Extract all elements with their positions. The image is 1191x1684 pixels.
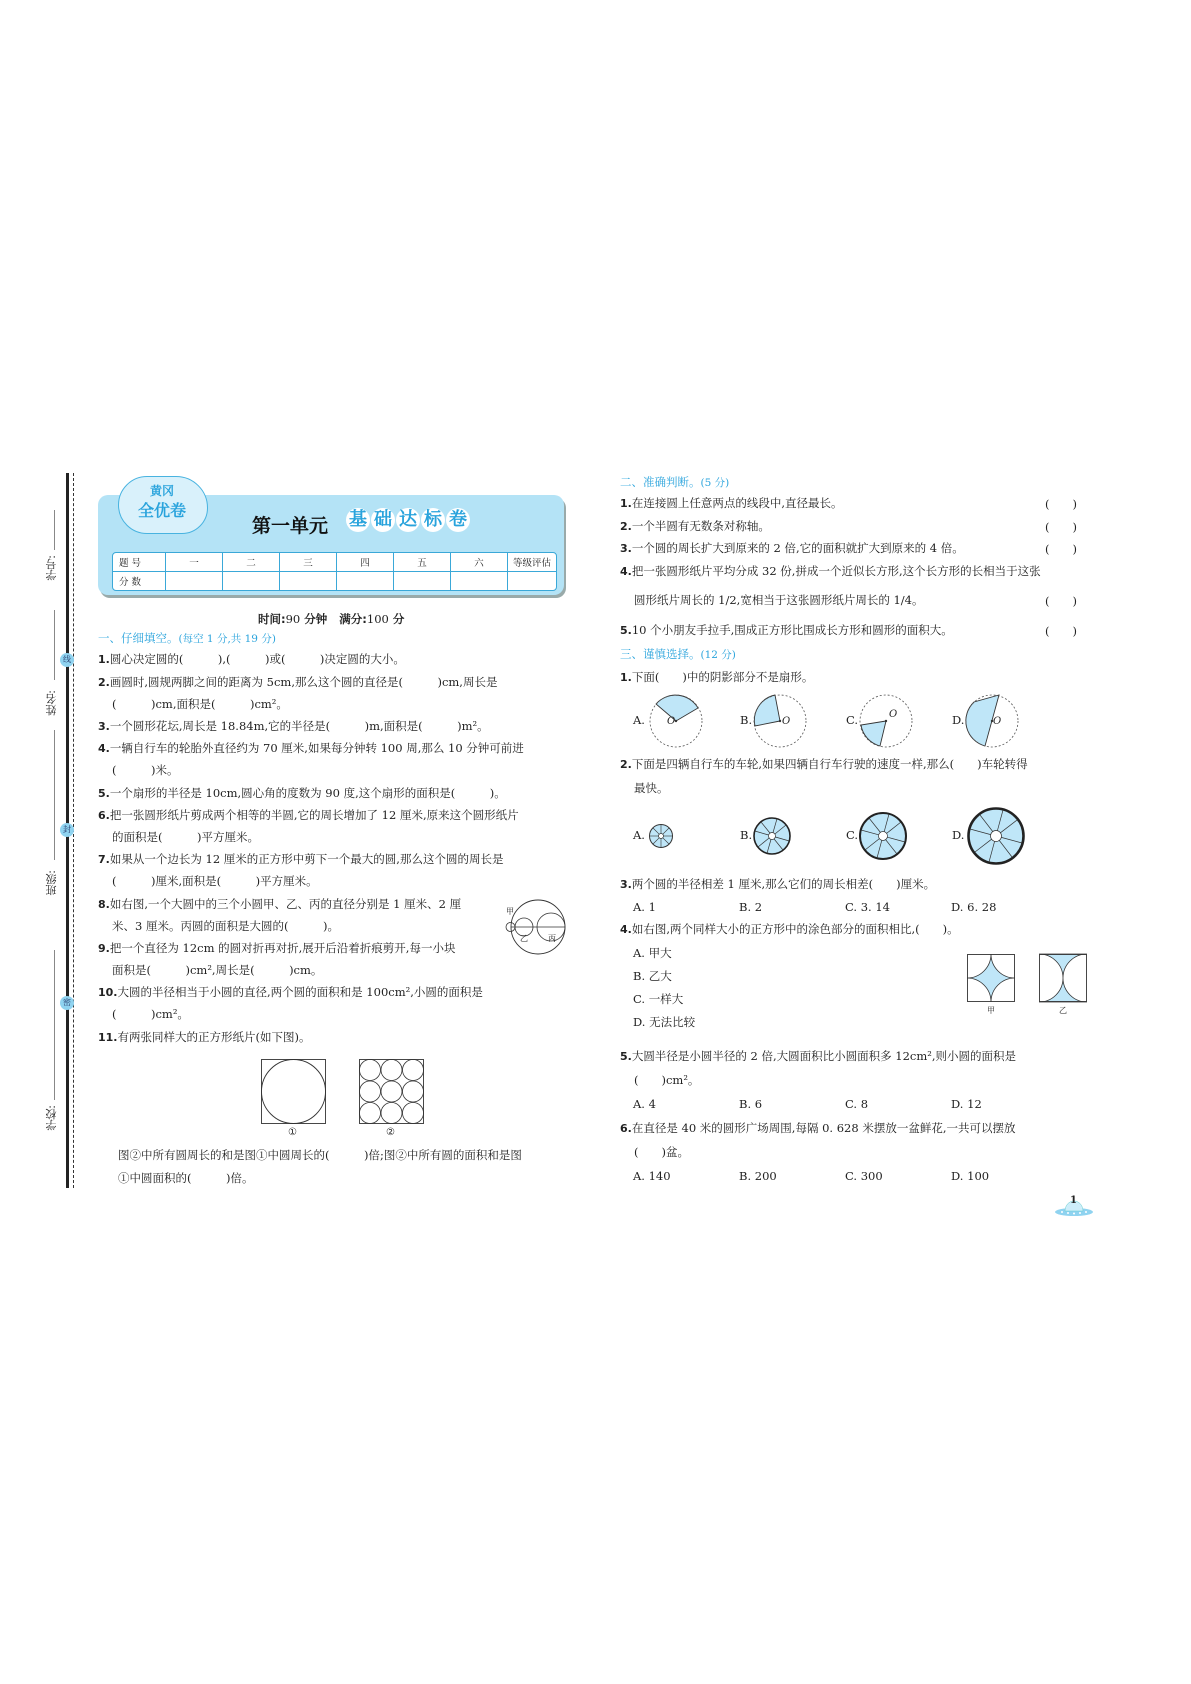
option-b[interactable]: B. — [740, 713, 753, 727]
choice-question: 3.两个圆的半径相差 1 厘米,那么它们的周长相差( )厘米。 — [620, 877, 936, 891]
name-label: 姓名: — [45, 690, 58, 716]
option-b[interactable]: B. 6 — [739, 1097, 763, 1111]
field-underline — [54, 510, 55, 550]
question: 3.一个圆形花坛,周长是 18.84m,它的半径是( )m,面积是( )m²。 — [98, 719, 489, 733]
option-d[interactable]: D. 100 — [951, 1169, 990, 1183]
answer-box[interactable]: ( ) — [1045, 542, 1077, 556]
field-underline — [54, 950, 55, 1100]
page-number: 1 — [1070, 1195, 1077, 1206]
section3-heading: 三、谨慎选择。(12 分) — [620, 647, 736, 661]
question: 1.圆心决定圆的( ),( )或( )决定圆的大小。 — [98, 652, 405, 666]
answer-box[interactable]: ( ) — [1045, 594, 1077, 608]
student-id-label: 学号: — [45, 555, 58, 581]
score-cell[interactable] — [451, 572, 508, 590]
option-b[interactable]: B. — [740, 828, 753, 842]
choice-question: 4.如右图,两个同样大小的正方形中的涂色部分的面积相比,( )。 — [620, 922, 959, 936]
option-a[interactable]: A. — [633, 828, 645, 842]
option-c[interactable]: C. 8 — [845, 1097, 869, 1111]
option-c[interactable]: C. — [846, 828, 859, 842]
option-a[interactable]: A. 1 — [633, 900, 656, 914]
judge-question: 2.一个半圆有无数条对称轴。 — [620, 519, 770, 533]
brand-line2: 全优卷 — [137, 501, 186, 520]
option-d[interactable]: D. 无法比较 — [633, 1015, 696, 1029]
sector-figure-c — [858, 693, 914, 749]
unit-title: 第一单元 — [252, 515, 329, 537]
question: 9.把一个直径为 12cm 的圆对折再对折,展开后沿着折痕剪开,每一小块 — [98, 941, 456, 955]
seal-mark: 密 — [60, 996, 74, 1010]
wheel-figure-d — [966, 806, 1026, 866]
option-d[interactable]: D. — [952, 828, 965, 842]
wheel-figure-b — [752, 816, 792, 856]
question: 8.如右图,一个大圆中的三个小圆甲、乙、丙的直径分别是 1 厘米、2 厘 — [98, 897, 462, 911]
score-cell[interactable] — [166, 572, 223, 590]
question: 10.大圆的半径相当于小圆的直径,两个圆的面积和是 100cm²,小圆的面积是 — [98, 985, 483, 999]
school-label: 学校: — [45, 1105, 58, 1131]
section1-heading: 一、仔细填空。(每空 1 分,共 19 分) — [98, 631, 276, 645]
paper-type-title: 基 础 达 标 卷 — [346, 508, 470, 532]
option-d[interactable]: D. — [952, 713, 965, 727]
option-c[interactable]: C. 300 — [845, 1169, 883, 1183]
option-a[interactable]: A. 140 — [633, 1169, 671, 1183]
choice-question: 2.下面是四辆自行车的车轮,如果四辆自行车行驶的速度一样,那么( )车轮转得 — [620, 757, 1028, 771]
choice-question: 5.大圆半径是小圆半径的 2 倍,大圆面积比小圆面积多 12cm²,则小圆的面积是 — [620, 1049, 1017, 1063]
question: 6.把一张圆形纸片剪成两个相等的半圆,它的周长增加了 12 厘米,原来这个圆形纸片 — [98, 808, 519, 822]
question: 4.一辆自行车的轮胎外直径约为 70 厘米,如果每分钟转 100 周,那么 10 分钟可前进 — [98, 741, 524, 755]
option-c[interactable]: C. 3. 14 — [845, 900, 890, 914]
shaded-square-yi — [1039, 954, 1087, 1002]
option-c[interactable]: C. — [846, 713, 859, 727]
question: 2.画圆时,圆规两脚之间的距离为 5cm,那么这个圆的直径是( )cm,周长是 — [98, 675, 498, 689]
wheel-figure-c — [858, 811, 908, 861]
option-a[interactable]: A. 甲大 — [633, 946, 672, 960]
judge-question: 3.一个圆的周长扩大到原来的 2 倍,它的面积就扩大到原来的 4 倍。 — [620, 541, 964, 555]
question: 5.一个扇形的半径是 10cm,圆心角的度数为 90 度,这个扇形的面积是( )。 — [98, 786, 506, 800]
field-underline — [54, 610, 55, 680]
sector-figure-d — [964, 693, 1020, 749]
score-cell[interactable] — [280, 572, 337, 590]
option-a[interactable]: A. — [633, 713, 645, 727]
answer-box[interactable]: ( ) — [1045, 520, 1077, 534]
seal-mark: 封 — [60, 823, 74, 837]
judge-question: 5.10 个小朋友手拉手,围成正方形比围成长方形和圆形的面积大。 — [620, 623, 953, 637]
choice-question: 6.在直径是 40 米的圆形广场周围,每隔 0. 628 米摆放一盆鲜花,一共可以摆放 — [620, 1121, 1016, 1135]
brand-line1: 黄冈 — [149, 484, 174, 498]
section2-heading: 二、准确判断。(5 分) — [620, 475, 730, 489]
score-table: 题 号 一 二 三 四 五 六 等级评估 分 数 — [112, 552, 557, 591]
q11-figure-1 — [261, 1059, 327, 1125]
sector-figure-a — [648, 693, 704, 749]
score-cell[interactable] — [508, 572, 556, 590]
answer-box[interactable]: ( ) — [1045, 497, 1077, 511]
option-c[interactable]: C. 一样大 — [633, 992, 684, 1006]
judge-question: 4.把一张圆形纸片平均分成 32 份,拼成一个近似长方形,这个长方形的长相当于这张 — [620, 564, 1041, 578]
option-a[interactable]: A. 4 — [633, 1097, 656, 1111]
score-cell[interactable] — [337, 572, 394, 590]
seal-mark: 线 — [60, 653, 74, 667]
answer-box[interactable]: ( ) — [1045, 624, 1077, 638]
option-b[interactable]: B. 乙大 — [633, 969, 672, 983]
score-cell[interactable] — [223, 572, 280, 590]
exam-time-info: 时间:90 分钟 满分:100 分 — [258, 612, 405, 626]
judge-question: 1.在连接圆上任意两点的线段中,直径最长。 — [620, 496, 843, 510]
wheel-figure-a — [648, 823, 674, 849]
option-b[interactable]: B. 200 — [739, 1169, 777, 1183]
shaded-square-jia — [967, 954, 1015, 1002]
question: 7.如果从一个边长为 12 厘米的正方形中剪下一个最大的圆,那么这个圆的周长是 — [98, 852, 504, 866]
class-label: 班级: — [45, 870, 58, 896]
option-d[interactable]: D. 6. 28 — [951, 900, 997, 914]
option-b[interactable]: B. 2 — [739, 900, 763, 914]
field-underline — [54, 730, 55, 860]
choice-question: 1.下面( )中的阴影部分不是扇形。 — [620, 670, 814, 684]
q11-figure-2 — [359, 1059, 425, 1125]
question: 11.有两张同样大的正方形纸片(如下图)。 — [98, 1030, 311, 1044]
sector-figure-b — [752, 693, 808, 749]
option-d[interactable]: D. 12 — [951, 1097, 982, 1111]
score-cell[interactable] — [394, 572, 451, 590]
